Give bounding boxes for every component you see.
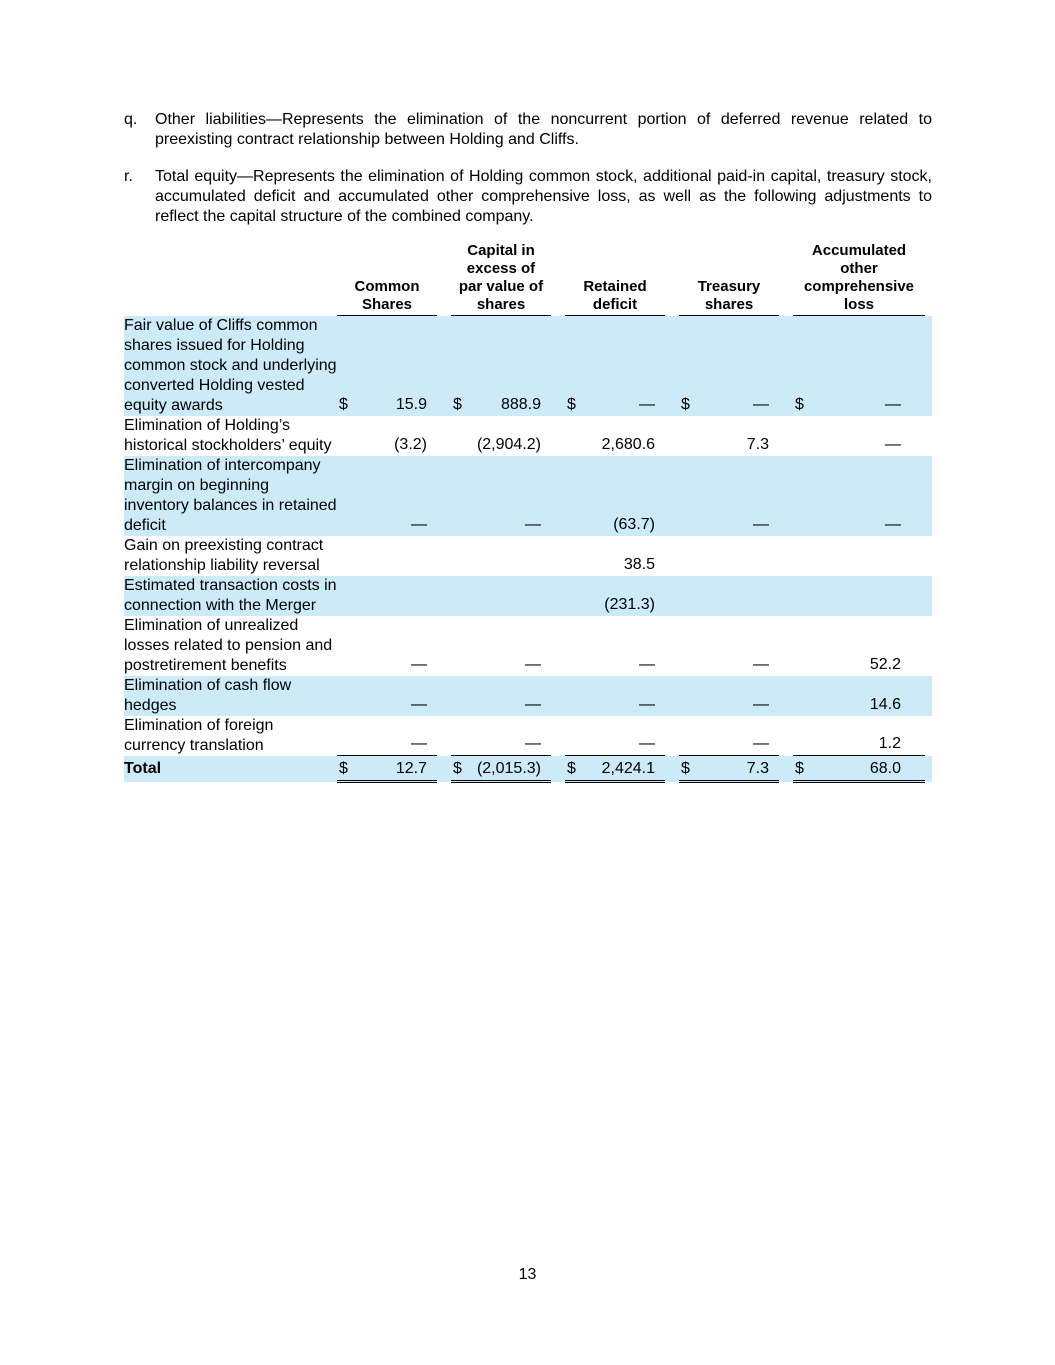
amount-value: 888.9	[500, 395, 541, 413]
currency-symbol: $	[567, 760, 576, 777]
total-row	[124, 716, 932, 756]
amount-cell	[793, 316, 925, 416]
currency-symbol: $	[339, 760, 348, 777]
amount-cell	[679, 456, 779, 536]
amount-value: (2,904.2)	[476, 435, 541, 453]
amount-cell	[793, 576, 925, 616]
currency-symbol: $	[681, 395, 690, 413]
amount-cell	[793, 716, 925, 756]
currency-symbol: $	[453, 760, 462, 777]
amount-cell	[337, 416, 437, 456]
amount-value: (231.3)	[604, 595, 655, 613]
amount-value: 1.2	[878, 735, 901, 752]
amount-cell	[793, 676, 925, 716]
note-marker: r.	[124, 168, 133, 185]
amount-cell	[451, 536, 551, 576]
amount-value: —	[411, 655, 427, 673]
row-label: Fair value of Cliffs common shares issued for Holding common stock and underlying converted Holding vested equity awards	[124, 316, 337, 414]
amount-cell	[337, 616, 437, 676]
amount-cell	[451, 316, 551, 416]
amount-value: (2,015.3)	[476, 760, 541, 777]
amount-cell	[451, 616, 551, 676]
amount-cell	[565, 316, 665, 416]
amount-cell	[679, 416, 779, 456]
amount-cell	[565, 576, 665, 616]
equity-adjustments-table	[124, 242, 932, 783]
amount-value: —	[639, 695, 655, 713]
amount-cell	[679, 756, 779, 782]
amount-value: 7.3	[746, 435, 769, 453]
table-row	[124, 316, 932, 416]
amount-cell	[793, 616, 925, 676]
row-label: Elimination of foreign currency translation	[124, 716, 274, 754]
page-number: 13	[518, 1266, 537, 1283]
amount-cell	[793, 416, 925, 456]
amount-value: —	[639, 655, 655, 673]
amount-cell	[793, 756, 925, 782]
amount-value: —	[753, 515, 769, 533]
amount-cell	[337, 536, 437, 576]
row-label: Elimination of Holding’s historical stockholders’ equity	[124, 416, 332, 454]
amount-cell	[451, 456, 551, 536]
currency-symbol: $	[795, 760, 804, 777]
row-label: Elimination of intercompany margin on beginning inventory balances in retained deficit	[124, 456, 337, 534]
amount-cell	[679, 716, 779, 756]
note-r	[124, 167, 932, 227]
amount-cell	[565, 456, 665, 536]
column-header: Capital in excess of par value of shares	[451, 242, 551, 316]
amount-value: (63.7)	[613, 515, 655, 533]
amount-cell	[565, 716, 665, 756]
amount-value: —	[639, 735, 655, 752]
amount-cell	[679, 616, 779, 676]
row-label: Gain on preexisting contract relationship liability reversal	[124, 536, 324, 574]
column-header: Common Shares	[337, 242, 437, 316]
amount-cell	[679, 316, 779, 416]
currency-symbol: $	[567, 395, 576, 413]
table-row	[124, 576, 932, 616]
amount-cell	[451, 716, 551, 756]
amount-cell	[451, 576, 551, 616]
row-label: Elimination of unrealized losses related to pension and postretirement benefits	[124, 616, 333, 674]
column-header: Treasury shares	[679, 242, 779, 316]
amount-value: 2,680.6	[601, 435, 655, 453]
amount-cell	[565, 416, 665, 456]
amount-value: —	[639, 395, 655, 413]
amount-cell	[793, 456, 925, 536]
amount-value: —	[525, 655, 541, 673]
amount-value: —	[753, 695, 769, 713]
amount-value: —	[411, 695, 427, 713]
amount-value: 7.3	[746, 760, 769, 777]
note-text: Other liabilities—Represents the elimination of the noncurrent portion of deferred revenue related to preexisting contract relationship between Holding and Cliffs.	[155, 111, 932, 148]
currency-symbol: $	[339, 395, 348, 413]
amount-value: —	[411, 515, 427, 533]
amount-value: —	[885, 435, 901, 453]
currency-symbol: $	[795, 395, 804, 413]
row-label: Total	[124, 756, 337, 782]
amount-cell	[337, 456, 437, 536]
amount-value: 52.2	[869, 655, 901, 673]
amount-cell	[337, 316, 437, 416]
amount-value: —	[753, 735, 769, 752]
amount-value: —	[525, 515, 541, 533]
amount-cell	[451, 416, 551, 456]
amount-cell	[565, 756, 665, 782]
note-marker: q.	[124, 111, 138, 128]
amount-cell	[451, 756, 551, 782]
amount-value: —	[753, 655, 769, 673]
currency-symbol: $	[681, 760, 690, 777]
amount-value: —	[525, 735, 541, 752]
amount-cell	[451, 676, 551, 716]
amount-cell	[337, 576, 437, 616]
column-header: Retained deficit	[565, 242, 665, 316]
amount-value: 38.5	[623, 555, 655, 573]
amount-value: 14.6	[869, 695, 901, 713]
note-text: Total equity—Represents the elimination of Holding common stock, additional paid-in capital, treasury stock, accumulated deficit and accumulated other comprehensive loss, as well as the following adjustments to reflect the capital structure of the combined company.	[155, 168, 932, 225]
amount-value: —	[525, 695, 541, 713]
total-row	[124, 756, 932, 782]
amount-cell	[565, 536, 665, 576]
amount-value: 2,424.1	[601, 760, 655, 777]
amount-value: —	[753, 395, 769, 413]
amount-value: —	[885, 395, 901, 413]
amount-cell	[679, 676, 779, 716]
table-row	[124, 616, 932, 676]
amount-value: (3.2)	[394, 435, 427, 453]
note-q	[124, 110, 932, 150]
amount-cell	[337, 716, 437, 756]
table-row	[124, 676, 932, 716]
table-row	[124, 416, 932, 456]
amount-value: —	[885, 515, 901, 533]
amount-value: —	[411, 735, 427, 752]
amount-cell	[337, 676, 437, 716]
amount-cell	[793, 536, 925, 576]
currency-symbol: $	[453, 395, 462, 413]
amount-value: 15.9	[395, 395, 427, 413]
amount-value: 12.7	[395, 760, 427, 777]
column-header: Accumulated other comprehensive loss	[793, 242, 925, 316]
table-header-row	[124, 242, 932, 316]
table-row	[124, 536, 932, 576]
row-label: Estimated transaction costs in connection with the Merger	[124, 576, 337, 614]
amount-cell	[679, 536, 779, 576]
table-row	[124, 456, 932, 536]
amount-value: 68.0	[869, 760, 901, 777]
amount-cell	[679, 576, 779, 616]
amount-cell	[565, 616, 665, 676]
row-label: Elimination of cash flow hedges	[124, 676, 337, 716]
amount-cell	[337, 756, 437, 782]
amount-cell	[565, 676, 665, 716]
